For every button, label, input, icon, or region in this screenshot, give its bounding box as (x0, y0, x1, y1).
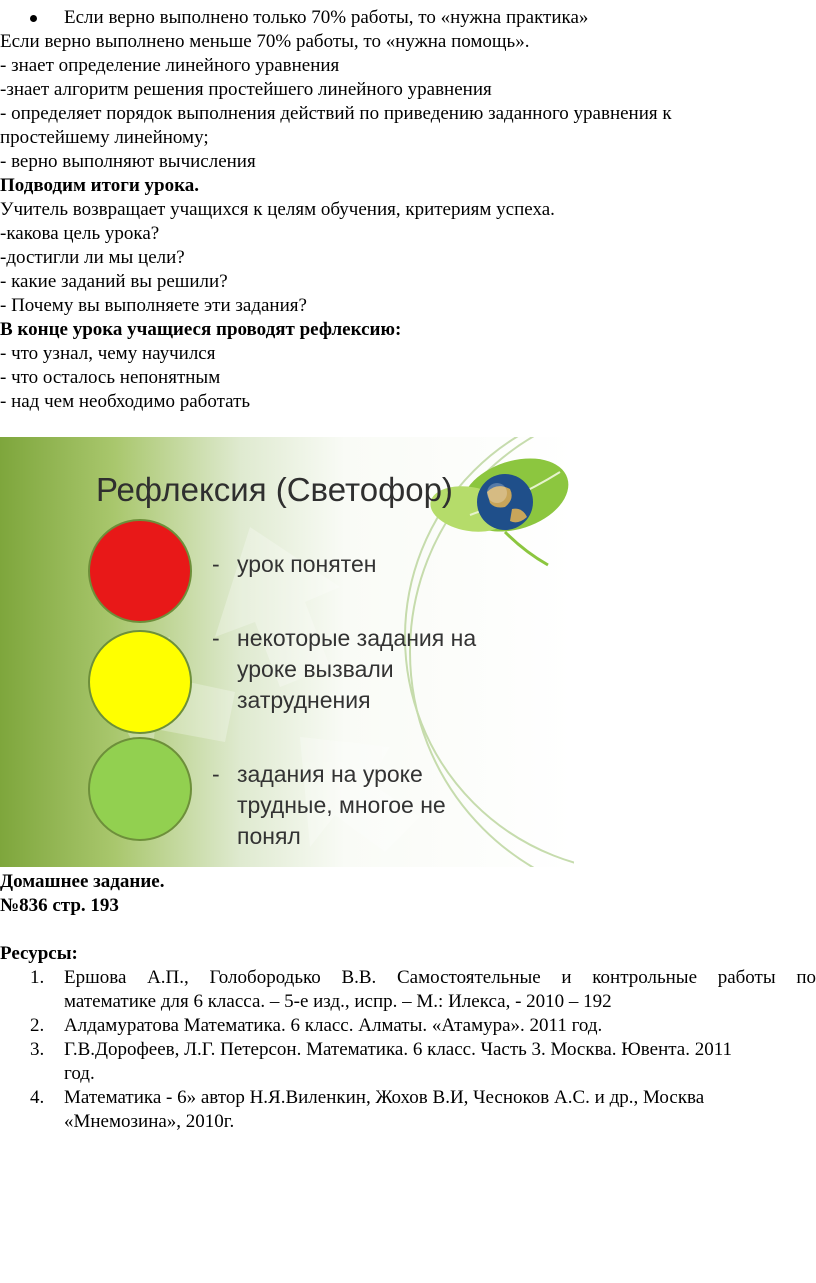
summary-question: - какие заданий вы решили? (0, 271, 228, 292)
practice-bullet-text: Если верно выполнено только 70% работы, то «нужна практика» (64, 7, 589, 28)
reflection-line: - что осталось непонятным (0, 367, 221, 388)
slide-item-line: некоторые задания на (237, 625, 477, 651)
resource-text-line: Алдамуратова Математика. 6 класс. Алматы. «Атамура». 2011 год. (64, 1015, 603, 1036)
summary-line: Учитель возвращает учащихся к целям обучения, критериям успеха. (0, 199, 555, 220)
bullet-dot-icon (30, 15, 37, 22)
resource-text-line: «Мнемозина», 2010г. (64, 1111, 235, 1132)
red-light (88, 519, 192, 623)
reflection-heading: В конце урока учащиеся проводят рефлексию: (0, 319, 402, 340)
criterion-line: - верно выполняют вычисления (0, 151, 256, 172)
help-line: Если верно выполнено меньше 70% работы, то «нужна помощь». (0, 31, 530, 52)
resource-number: 2. (30, 1015, 45, 1036)
slide-item-dash: - (212, 551, 220, 577)
resource-text-line: Г.В.Дорофеев, Л.Г. Петерсон. Математика. 6 класс. Часть 3. Москва. Ювента. 2011 (64, 1039, 733, 1060)
resource-text-line: Математика - 6» автор Н.Я.Виленкин, Жохов В.И, Чесноков А.С. и др., Москва (64, 1087, 705, 1108)
resources-heading: Ресурсы: (0, 943, 78, 964)
criterion-line: - знает определение линейного уравнения (0, 55, 340, 76)
summary-question: -достигли ли мы цели? (0, 247, 185, 268)
reflection-line: - что узнал, чему научился (0, 343, 216, 364)
resource-number: 3. (30, 1039, 45, 1060)
resource-text-line: год. (64, 1063, 95, 1084)
slide-item-line: урок понятен (237, 551, 377, 577)
green-light (88, 737, 192, 841)
resource-text-line: математике для 6 класса. – 5-е изд., испр. – М.: Илекса, - 2010 – 192 (64, 991, 612, 1012)
slide-item-line: задания на уроке (237, 761, 423, 787)
globe-icon (477, 474, 533, 530)
homework-task: №836 стр. 193 (0, 895, 119, 916)
slide-title: Рефлексия (Светофор) (96, 471, 453, 508)
summary-question: -какова цель урока? (0, 223, 160, 244)
resource-number: 1. (30, 967, 45, 988)
slide-item-dash: - (212, 761, 220, 787)
criterion-line: -знает алгоритм решения простейшего линейного уравнения (0, 79, 492, 100)
criterion-line: простейшему линейному; (0, 127, 209, 148)
resource-text-line: Ершова А.П., Голобородько В.В. Самостоятельные и контрольные работы по (64, 967, 816, 988)
slide-item-line: уроке вызвали (237, 656, 394, 682)
summary-heading: Подводим итоги урока. (0, 175, 200, 196)
summary-question: - Почему вы выполняете эти задания? (0, 295, 307, 316)
reflection-traffic-light-slide (0, 437, 574, 867)
homework-heading: Домашнее задание. (0, 871, 165, 892)
slide-item-dash: - (212, 625, 220, 651)
slide-item-line: понял (237, 823, 301, 849)
yellow-light (88, 630, 192, 734)
resource-number: 4. (30, 1087, 45, 1108)
slide-item-line: трудные, многое не (237, 792, 446, 818)
reflection-line: - над чем необходимо работать (0, 391, 251, 412)
criterion-line: - определяет порядок выполнения действий по приведению заданного уравнения к (0, 103, 672, 124)
slide-item-line: затруднения (237, 687, 371, 713)
